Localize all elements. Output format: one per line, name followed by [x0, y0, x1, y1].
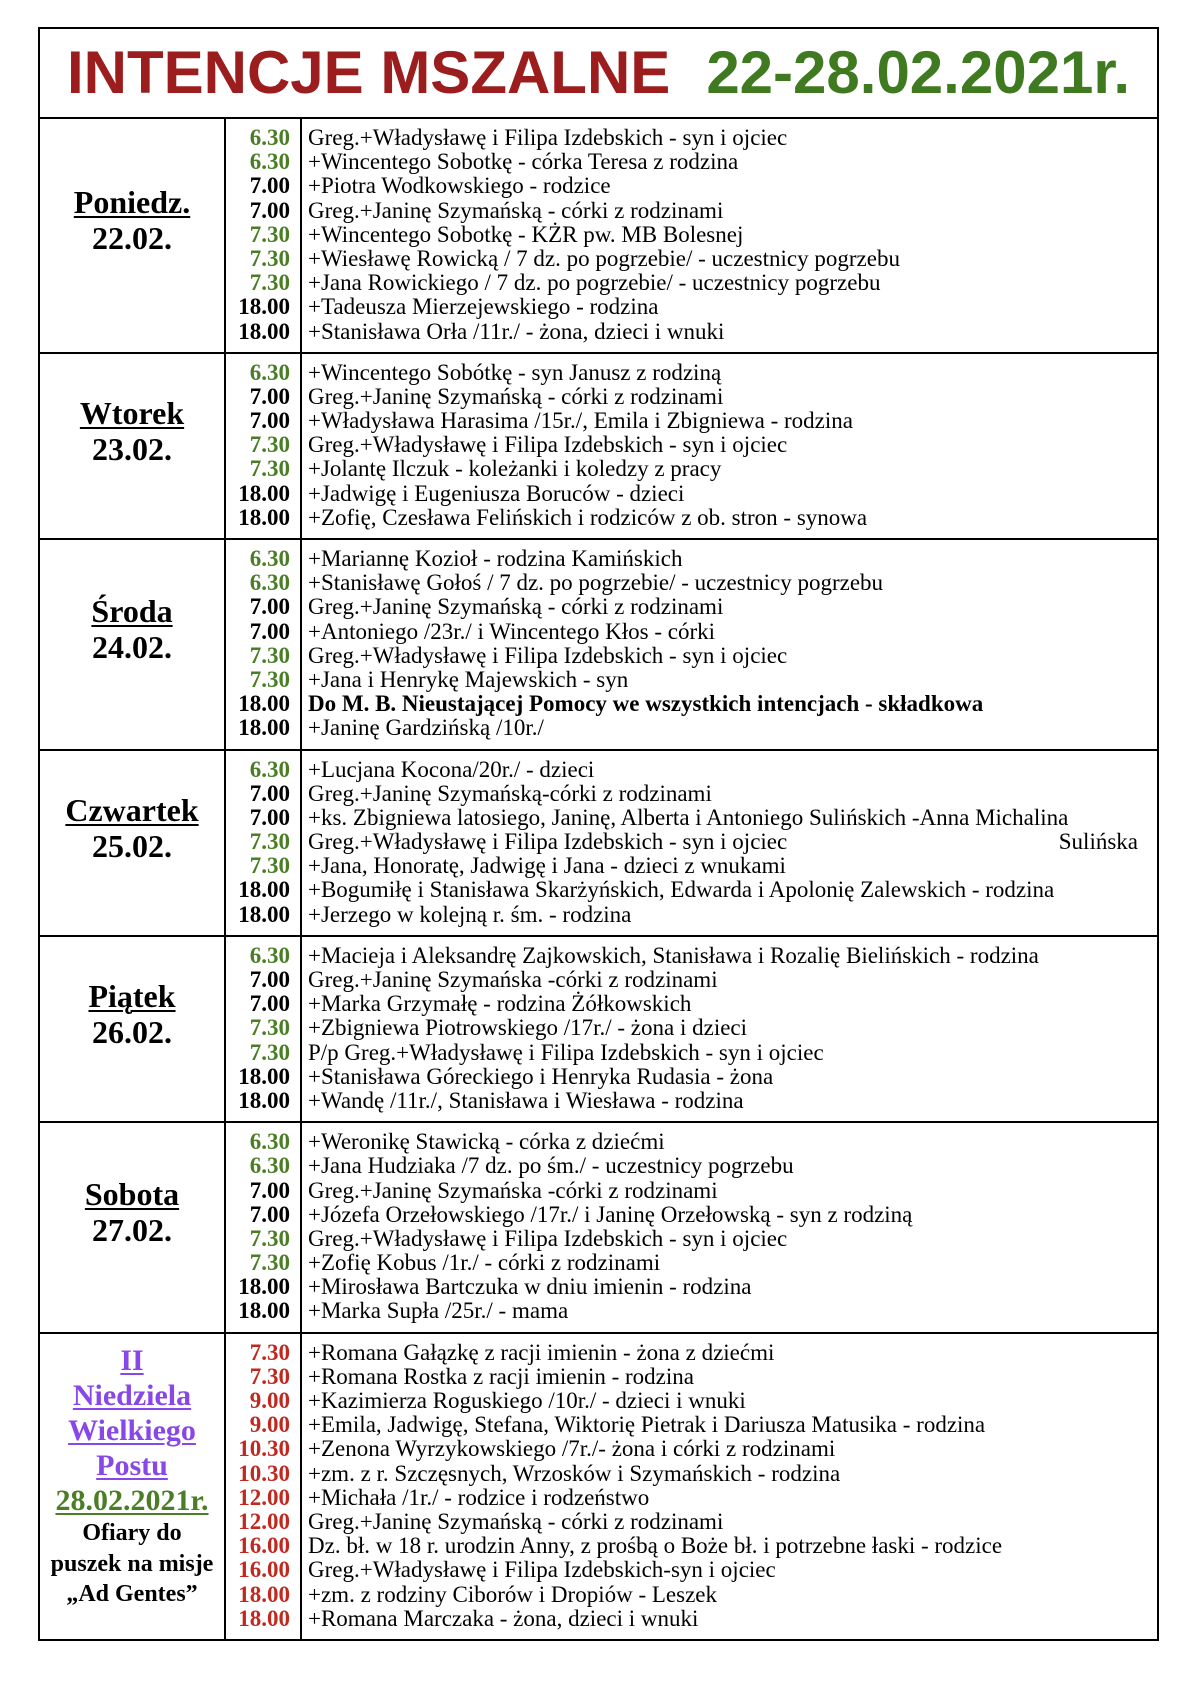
intention-line	[308, 1299, 1151, 1323]
intention-text: Greg.+Janinę Szymańską - córki z rodzinami	[308, 1508, 724, 1534]
intention-text: +Macieja i Aleksandrę Zajkowskich, Stanisława i Rozalię Bielińskich - rodzina	[308, 942, 1039, 968]
mass-times-monday	[224, 119, 300, 352]
intention-text: +Wincentego Sobotkę - KŻR pw. MB Bolesnej	[308, 221, 744, 247]
mass-time: 7.30	[249, 1363, 290, 1389]
intention-line	[308, 782, 1151, 806]
mass-time: 7.00	[249, 594, 290, 620]
intention-line	[308, 199, 1151, 223]
intentions-sunday	[300, 1334, 1157, 1639]
intention-line	[308, 903, 1151, 927]
day-row-wednesday	[40, 538, 1157, 749]
intention-text: +Stanisławę Gołoś / 7 dz. po pogrzebie/ - uczestnicy pogrzebu	[308, 570, 884, 596]
mass-time: 18.00	[238, 1063, 290, 1089]
intentions-friday	[300, 937, 1157, 1121]
intention-line	[308, 457, 1151, 481]
intention-line	[308, 1251, 1151, 1275]
intention-line	[308, 1130, 1151, 1154]
intention-line	[308, 174, 1151, 198]
intention-text: +Marka Grzymałę - rodzina Żółkowskich	[308, 991, 692, 1017]
intention-line	[308, 361, 1151, 385]
intention-line	[308, 854, 1151, 878]
intention-line	[308, 1275, 1151, 1299]
intention-line	[308, 1534, 1151, 1558]
intention-text: Dz. bł. w 18 r. urodzin Anny, z prośbą o Boże bł. i potrzebne łaski - rodzice	[308, 1533, 1003, 1559]
intention-line	[308, 1203, 1151, 1227]
mass-time: 18.00	[238, 691, 290, 717]
intention-line	[308, 1227, 1151, 1251]
day-name: Poniedz.	[73, 184, 191, 221]
intention-text: +Zenona Wyrzykowskiego /7r./- żona i córki z rodzinami	[308, 1436, 836, 1462]
intention-line	[308, 547, 1151, 571]
mass-time: 12.00	[238, 1508, 290, 1534]
mass-time: 16.00	[238, 1557, 290, 1583]
mass-time: 18.00	[238, 318, 290, 344]
intention-text: Greg.+Władysławę i Filipa Izdebskich-syn i ojciec	[308, 1557, 776, 1583]
intention-text: Greg.+Janinę Szymańską-córki z rodzinami	[308, 780, 712, 806]
intention-text: +Romana Rostka z racji imienin - rodzina	[308, 1363, 694, 1389]
mass-times-saturday	[224, 1123, 300, 1332]
day-label-sunday	[40, 1334, 224, 1639]
mass-time: 10.30	[238, 1460, 290, 1486]
intention-text: +Emila, Jadwigę, Stefana, Wiktorię Pietrak i Dariusza Matusika - rodzina	[308, 1412, 986, 1438]
intention-text: +Kazimierza Roguskiego /10r./ - dzieci i wnuki	[308, 1388, 746, 1413]
intention-line	[308, 1607, 1151, 1631]
intentions-thursday	[300, 751, 1157, 935]
intention-line	[308, 1510, 1151, 1534]
intention-line	[308, 1065, 1151, 1089]
mass-time: 7.30	[249, 432, 290, 458]
intention-text: +Weronikę Stawicką - córka z dziećmi	[308, 1129, 665, 1155]
mass-time: 6.30	[249, 1129, 290, 1155]
intention-text: Greg.+Władysławę i Filipa Izdebskich - syn i ojciec	[308, 432, 788, 458]
mass-time: 7.30	[249, 1039, 290, 1065]
mass-time: 7.30	[249, 1225, 290, 1251]
intention-text: +Zofię, Czesława Felińskich i rodziców z ob. stron - synowa	[308, 504, 868, 530]
intention-text: +Jolantę Ilczuk - koleżanki i koledzy z pracy	[308, 456, 722, 482]
intention-text: Greg.+Władysławę i Filipa Izdebskich - syn i ojciec	[308, 642, 788, 668]
mass-times-tuesday	[224, 354, 300, 538]
mass-time: 9.00	[249, 1388, 290, 1413]
intention-text: +Wincentego Sobotkę - córka Teresa z rodzina	[308, 149, 739, 175]
mass-times-sunday	[224, 1334, 300, 1639]
intention-text: +Władysława Harasima /15r./, Emila i Zbigniewa - rodzina	[308, 408, 853, 434]
intention-line	[308, 571, 1151, 595]
title-row	[40, 29, 1157, 117]
mass-time: 7.30	[249, 666, 290, 692]
schedule-body	[40, 117, 1157, 1639]
intention-text: +Zofię Kobus /1r./ - córki z rodzinami	[308, 1250, 661, 1276]
intention-line	[308, 433, 1151, 457]
intention-line	[308, 668, 1151, 692]
intention-text: +Jana Rowickiego / 7 dz. po pogrzebie/ - uczestnicy pogrzebu	[308, 270, 881, 296]
day-name: Piątek	[88, 977, 176, 1014]
intention-text: +Zbigniewa Piotrowskiego /17r./ - żona i dzieci	[308, 1015, 748, 1041]
intention-text: +Wiesławę Rowicką / 7 dz. po pogrzebie/ - uczestnicy pogrzebu	[308, 245, 900, 271]
day-name: Niedziela	[72, 1379, 192, 1412]
mass-time: 7.00	[249, 804, 290, 830]
intention-text: Greg.+Janinę Szymańska -córki z rodzinami	[308, 967, 718, 992]
intentions-saturday	[300, 1123, 1157, 1332]
day-name: Postu	[96, 1449, 168, 1482]
mass-time: 18.00	[238, 1274, 290, 1300]
mass-time: 18.00	[238, 480, 290, 506]
mass-time: 6.30	[249, 546, 290, 571]
mass-time: 16.00	[238, 1533, 290, 1559]
intention-line	[308, 482, 1151, 506]
mass-time: 7.30	[249, 853, 290, 879]
day-date: 28.02.2021r.	[55, 1484, 209, 1517]
mass-time: 7.00	[249, 197, 290, 223]
mass-time: 7.00	[249, 383, 290, 409]
intention-line	[308, 620, 1151, 644]
intentions-wednesday	[300, 540, 1157, 749]
mass-time: 7.30	[249, 270, 290, 296]
mass-time: 7.30	[249, 221, 290, 247]
intention-line	[308, 1016, 1151, 1040]
intention-text: +Jana i Henrykę Majewskich - syn	[308, 666, 629, 692]
mass-time: 7.30	[249, 1339, 290, 1365]
mass-time: 18.00	[238, 1605, 290, 1631]
day-row-saturday	[40, 1121, 1157, 1332]
mass-time: 18.00	[238, 715, 290, 741]
intention-line	[308, 1413, 1151, 1437]
mass-time: 18.00	[238, 504, 290, 530]
day-date: 25.02.	[92, 827, 172, 864]
intention-text: Greg.+Władysławę i Filipa Izdebskich - syn i ojciec	[308, 1225, 788, 1251]
intention-text: Greg.+Janinę Szymańska -córki z rodzinami	[308, 1177, 718, 1203]
intention-line	[308, 1365, 1151, 1389]
day-row-tuesday	[40, 352, 1157, 538]
intention-text: +zm. z r. Szczęsnych, Wrzosków i Szymańskich - rodzina	[308, 1460, 841, 1486]
mass-intentions-table	[38, 27, 1159, 1641]
intentions-tuesday	[300, 354, 1157, 538]
intentions-monday	[300, 119, 1157, 352]
day-date: 24.02.	[92, 629, 172, 666]
intention-text: +Mirosława Bartczuka w dniu imienin - rodzina	[308, 1274, 752, 1300]
intention-line	[308, 506, 1151, 530]
mass-time: 7.30	[249, 829, 290, 855]
intention-text: +Wincentego Sobótkę - syn Janusz z rodziną	[308, 359, 722, 385]
intention-text: +Marka Supła /25r./ - mama	[308, 1298, 569, 1324]
day-name: Środa	[91, 593, 173, 630]
day-label-friday	[40, 937, 224, 1121]
intention-text: +Jerzego w kolejną r. śm. - rodzina	[308, 901, 632, 927]
intention-text: Greg.+Janinę Szymańską - córki z rodzinami	[308, 594, 724, 620]
day-name: Wtorek	[79, 394, 185, 431]
collection-note-line: „Ad Gentes”	[66, 1581, 198, 1607]
day-name: II	[120, 1344, 144, 1377]
intention-text: +Tadeusza Mierzejewskiego - rodzina	[308, 294, 659, 320]
intention-text: +Piotra Wodkowskiego - rodzice	[308, 173, 611, 199]
mass-time: 12.00	[238, 1484, 290, 1510]
day-label-monday	[40, 119, 224, 352]
mass-time: 7.30	[249, 642, 290, 668]
day-row-friday	[40, 935, 1157, 1121]
mass-time: 18.00	[238, 877, 290, 903]
collection-note-line: puszek na misje	[50, 1550, 214, 1577]
intention-line	[308, 716, 1151, 740]
intention-line	[308, 1437, 1151, 1461]
intention-text: +zm. z rodziny Ciborów i Dropiów - Leszek	[308, 1581, 717, 1607]
intention-line	[308, 1154, 1151, 1178]
intention-line	[308, 1558, 1151, 1582]
mass-time: 7.00	[249, 967, 290, 992]
intention-text: Greg.+Władysławę i Filipa Izdebskich - syn i ojciec	[308, 829, 788, 855]
mass-time: 7.00	[249, 780, 290, 806]
day-date: 23.02.	[92, 430, 172, 467]
mass-time: 18.00	[238, 901, 290, 927]
mass-time: 7.00	[249, 173, 290, 199]
intention-line	[308, 247, 1151, 271]
intention-line	[308, 320, 1151, 344]
day-date: 26.02.	[92, 1013, 172, 1050]
intention-line	[308, 150, 1151, 174]
day-date: 27.02.	[92, 1212, 172, 1249]
intention-text: +ks. Zbigniewa latosiego, Janinę, Alberta i Antoniego Sulińskich -Anna Michalina	[308, 804, 1069, 830]
mass-times-friday	[224, 937, 300, 1121]
intention-line	[308, 223, 1151, 247]
intention-line	[308, 1389, 1151, 1413]
intention-text: +Wandę /11r./, Stanisława i Wiesława - rodzina	[308, 1087, 744, 1113]
intention-line	[308, 968, 1151, 992]
day-label-tuesday	[40, 354, 224, 538]
day-name: Czwartek	[65, 791, 199, 828]
intention-line	[308, 878, 1151, 902]
mass-time: 6.30	[249, 1153, 290, 1179]
day-row-sunday	[40, 1332, 1157, 1639]
intention-text: +Lucjana Kocona/20r./ - dzieci	[308, 756, 595, 782]
intention-text: +Romana Gałązkę z racji imienin - żona z dziećmi	[308, 1339, 775, 1365]
intention-line	[308, 1486, 1151, 1510]
intention-line	[308, 644, 1151, 668]
intention-line	[308, 271, 1151, 295]
intention-text: +Józefa Orzełowskiego /17r./ i Janinę Orzełowską - syn z rodziną	[308, 1201, 913, 1227]
day-label-saturday	[40, 1123, 224, 1332]
intention-line	[308, 126, 1151, 150]
intention-line	[308, 992, 1151, 1016]
day-name: Sobota	[84, 1176, 180, 1213]
intention-line	[308, 944, 1151, 968]
intention-text: +Jana Hudziaka /7 dz. po śm./ - uczestnicy pogrzebu	[308, 1153, 794, 1179]
intention-line	[308, 1041, 1151, 1065]
mass-time: 7.00	[249, 1177, 290, 1203]
intention-text: +Stanisława Góreckiego i Henryka Rudasia - żona	[308, 1063, 774, 1089]
mass-time: 7.30	[249, 1250, 290, 1276]
mass-time: 6.30	[249, 756, 290, 782]
mass-time: 6.30	[249, 149, 290, 175]
mass-time: 7.30	[249, 245, 290, 271]
intention-text: Greg.+Janinę Szymańską - córki z rodzinami	[308, 197, 724, 223]
mass-times-wednesday	[224, 540, 300, 749]
day-row-monday	[40, 117, 1157, 352]
page-title: INTENCJE MSZALNE	[66, 39, 671, 106]
intention-text: Greg.+Władysławę i Filipa Izdebskich - syn i ojciec	[308, 125, 788, 150]
intention-text: Greg.+Janinę Szymańską - córki z rodzinami	[308, 383, 724, 409]
mass-time: 6.30	[249, 359, 290, 385]
mass-time: 18.00	[238, 1581, 290, 1607]
intention-line	[308, 758, 1151, 782]
mass-time: 7.30	[249, 456, 290, 482]
intention-line	[308, 830, 1151, 854]
mass-time: 10.30	[238, 1436, 290, 1462]
intention-line	[308, 409, 1151, 433]
intention-text: +Bogumiłę i Stanisława Skarżyńskich, Edwarda i Apolonię Zalewskich - rodzina	[308, 877, 1055, 903]
intention-text: +Janinę Gardzińską /10r./	[308, 715, 544, 741]
intention-text: +Romana Marczaka - żona, dzieci i wnuki	[308, 1605, 699, 1631]
mass-time: 6.30	[249, 125, 290, 150]
day-name: Wielkiego	[68, 1414, 196, 1447]
intention-text: P/p Greg.+Władysławę i Filipa Izdebskich - syn i ojciec	[308, 1039, 824, 1065]
day-label-thursday	[40, 751, 224, 935]
intention-text: Do M. B. Nieustającej Pomocy we wszystkich intencjach - składkowa	[308, 691, 984, 717]
intention-text-overflow: Sulińska	[1058, 829, 1138, 855]
mass-time: 18.00	[238, 294, 290, 320]
intention-line	[308, 595, 1151, 619]
mass-time: 9.00	[249, 1412, 290, 1438]
intention-line	[308, 1179, 1151, 1203]
intention-text: +Stanisława Orła /11r./ - żona, dzieci i wnuki	[308, 318, 725, 344]
intention-line	[308, 295, 1151, 319]
mass-times-thursday	[224, 751, 300, 935]
mass-time: 6.30	[249, 570, 290, 596]
mass-time: 7.00	[249, 408, 290, 434]
intention-line	[308, 692, 1151, 716]
mass-time: 18.00	[238, 1298, 290, 1324]
day-date: 22.02.	[92, 220, 172, 257]
mass-time: 7.00	[249, 618, 290, 644]
intention-line	[308, 1089, 1151, 1113]
mass-time: 6.30	[249, 942, 290, 968]
day-label-wednesday	[40, 540, 224, 749]
mass-time: 7.00	[249, 1201, 290, 1227]
intention-line	[308, 1462, 1151, 1486]
intention-text: +Michała /1r./ - rodzice i rodzeństwo	[308, 1484, 650, 1510]
intention-text: +Antoniego /23r./ i Wincentego Kłos - córki	[308, 618, 716, 644]
intention-text: +Mariannę Kozioł - rodzina Kamińskich	[308, 546, 683, 571]
intention-text: +Jana, Honoratę, Jadwigę i Jana - dzieci z wnukami	[308, 853, 786, 879]
mass-time: 7.00	[249, 991, 290, 1017]
intention-line	[308, 1341, 1151, 1365]
mass-time: 18.00	[238, 1087, 290, 1113]
intention-line	[308, 385, 1151, 409]
intention-text: +Jadwigę i Eugeniusza Boruców - dzieci	[308, 480, 685, 506]
collection-note-line: Ofiary do	[82, 1520, 182, 1546]
date-range: 22-28.02.2021r.	[706, 39, 1131, 106]
intention-line	[308, 1583, 1151, 1607]
day-row-thursday	[40, 749, 1157, 935]
mass-time: 7.30	[249, 1015, 290, 1041]
intention-line	[308, 806, 1151, 830]
